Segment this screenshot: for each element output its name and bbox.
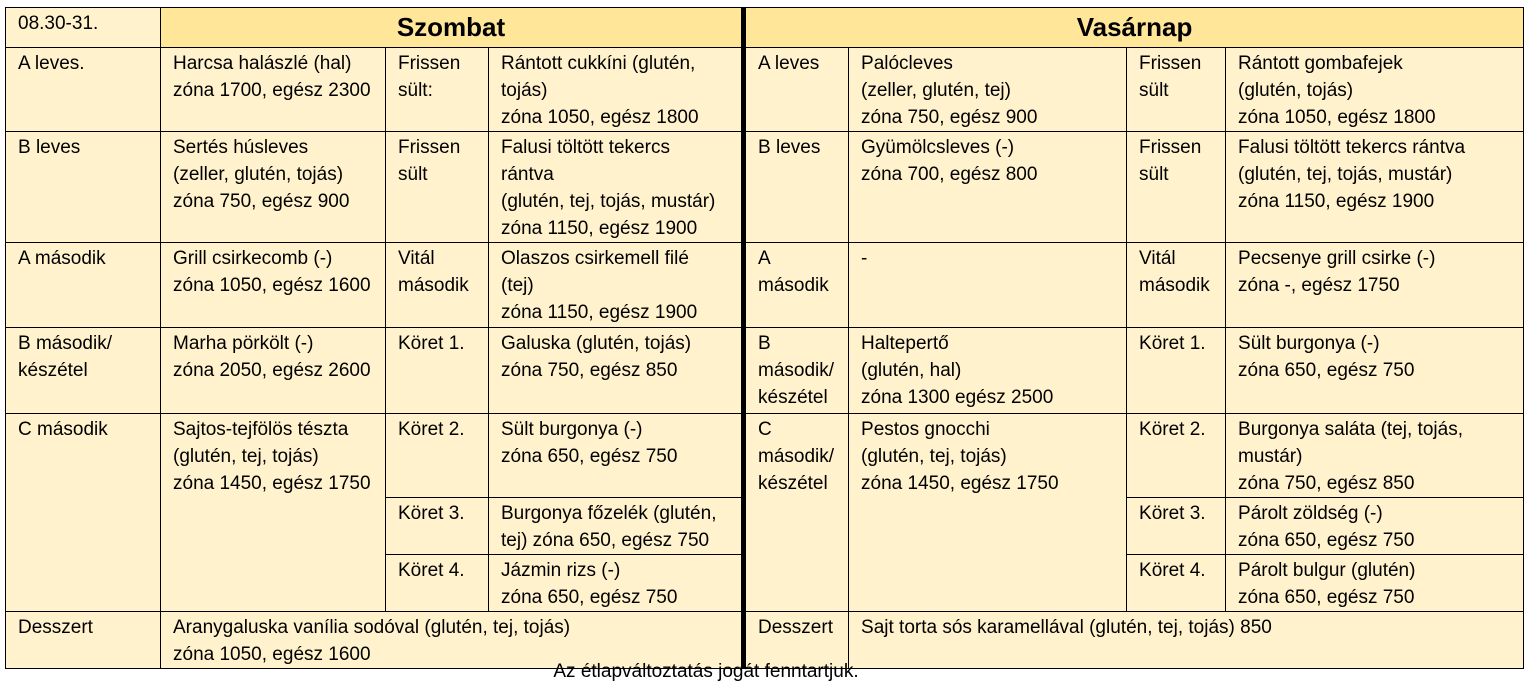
menu-row-b-masodik <box>6 328 1524 414</box>
side-dish-cell: Rántott gombafejek (glutén, tojás) zóna 1050, egész 1800 <box>1226 48 1524 132</box>
side-label: Köret 2. <box>1127 414 1226 498</box>
side-dish-cell: Sült burgonya (-) zóna 650, egész 750 <box>489 414 744 498</box>
weekend-menu-table <box>5 7 1524 669</box>
course-label: C második <box>6 414 161 612</box>
footer-note: Az étlapváltoztatás jogát fenntartjuk. <box>553 661 859 682</box>
menu-row-b-leves <box>6 132 1524 243</box>
date-cell: 08.30-31. <box>6 8 161 48</box>
header-row <box>6 8 1524 48</box>
side-dish-cell: Pecsenye grill csirke (-) zóna -, egész 1750 <box>1226 243 1524 328</box>
side-label: Köret 4. <box>1127 555 1226 612</box>
day-heading-sunday: Vasárnap <box>744 8 1524 48</box>
side-label: Köret 4. <box>386 555 489 612</box>
dish-cell: Grill csirkecomb (-) zóna 1050, egész 1600 <box>161 243 386 328</box>
dish-cell: Gyümölcsleves (-) zóna 700, egész 800 <box>849 132 1127 243</box>
menu-row-a-masodik <box>6 243 1524 328</box>
side-dish-cell: Sült burgonya (-) zóna 650, egész 750 <box>1226 328 1524 414</box>
side-label: Frissen sült <box>386 132 489 243</box>
side-dish-cell: Falusi töltött tekercs rántva (glutén, tej, tojás, mustár) zóna 1150, egész 1900 <box>489 132 744 243</box>
course-label: A második <box>744 243 849 328</box>
side-dish-cell: Párolt zöldség (-) zóna 650, egész 750 <box>1226 498 1524 555</box>
side-dish-cell: Olaszos csirkemell filé (tej) zóna 1150, egész 1900 <box>489 243 744 328</box>
side-label: Köret 1. <box>1127 328 1226 414</box>
side-label: Köret 2. <box>386 414 489 498</box>
side-label: Frissen sült <box>1127 48 1226 132</box>
course-label: Desszert <box>744 612 849 669</box>
side-label: Frissen sült: <box>386 48 489 132</box>
course-label: A leves. <box>6 48 161 132</box>
dish-cell: - <box>849 243 1127 328</box>
side-dish-cell: Burgonya saláta (tej, tojás, mustár) zóna 750, egész 850 <box>1226 414 1524 498</box>
side-label: Frissen sült <box>1127 132 1226 243</box>
side-dish-cell: Rántott cukkíni (glutén, tojás) zóna 1050, egész 1800 <box>489 48 744 132</box>
side-dish-cell: Galuska (glutén, tojás) zóna 750, egész 850 <box>489 328 744 414</box>
course-label: B leves <box>6 132 161 243</box>
dish-cell: Sertés húsleves (zeller, glutén, tojás) zóna 750, egész 900 <box>161 132 386 243</box>
course-label: C második/ készétel <box>744 414 849 612</box>
side-label: Köret 3. <box>1127 498 1226 555</box>
menu-row-c-masodik <box>6 414 1524 498</box>
dessert-dish-cell: Sajt torta sós karamellával (glutén, tej, tojás) 850 <box>849 612 1524 669</box>
dish-cell: Pestos gnocchi (glutén, tej, tojás) zóna 1450, egész 1750 <box>849 414 1127 612</box>
side-dish-cell: Jázmin rizs (-) zóna 650, egész 750 <box>489 555 744 612</box>
dessert-dish-cell: Aranygaluska vanília sodóval (glutén, tej, tojás) zóna 1050, egész 1600 <box>161 612 744 669</box>
side-label: Köret 3. <box>386 498 489 555</box>
dish-cell: Sajtos-tejfölös tészta (glutén, tej, tojás) zóna 1450, egész 1750 <box>161 414 386 612</box>
dish-cell: Harcsa halászlé (hal) zóna 1700, egész 2300 <box>161 48 386 132</box>
course-label: A leves <box>744 48 849 132</box>
course-label: Desszert <box>6 612 161 669</box>
side-dish-cell: Burgonya főzelék (glutén, tej) zóna 650, egész 750 <box>489 498 744 555</box>
menu-row-a-leves <box>6 48 1524 132</box>
side-dish-cell: Falusi töltött tekercs rántva (glutén, tej, tojás, mustár) zóna 1150, egész 1900 <box>1226 132 1524 243</box>
dish-cell: Palócleves (zeller, glutén, tej) zóna 750, egész 900 <box>849 48 1127 132</box>
day-heading-saturday: Szombat <box>161 8 744 48</box>
side-label: Vitál második <box>386 243 489 328</box>
dish-cell: Marha pörkölt (-) zóna 2050, egész 2600 <box>161 328 386 414</box>
course-label: B leves <box>744 132 849 243</box>
side-label: Vitál második <box>1127 243 1226 328</box>
course-label: B második/ készétel <box>6 328 161 414</box>
course-label: A második <box>6 243 161 328</box>
side-dish-cell: Párolt bulgur (glutén) zóna 650, egész 750 <box>1226 555 1524 612</box>
course-label: B második/ készétel <box>744 328 849 414</box>
dish-cell: Haltepertő (glutén, hal) zóna 1300 egész 2500 <box>849 328 1127 414</box>
side-label: Köret 1. <box>386 328 489 414</box>
